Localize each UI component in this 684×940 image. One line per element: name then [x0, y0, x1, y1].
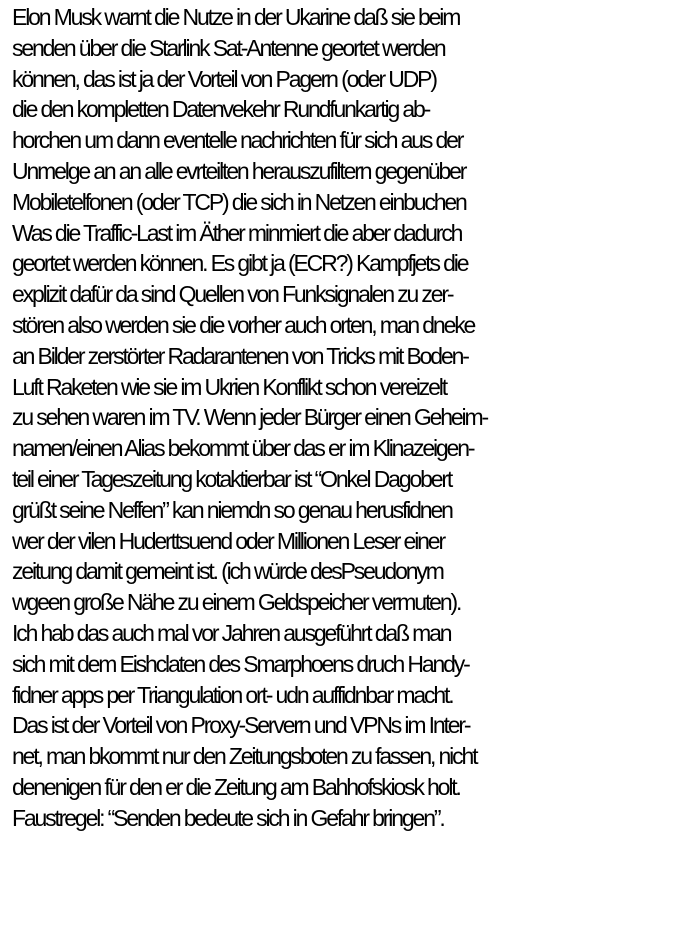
text-line: zu sehen waren im TV. Wenn jeder Bürger einen Geheim-	[12, 404, 487, 431]
text-line: grüßt seine Neffen” kan niemdn so genau herusfidnen	[12, 496, 452, 523]
text-line: denenigen für den er die Zeitung am Bahhofskiosk holt.	[12, 773, 460, 800]
text-line: die den kompletten Datenvekehr Rundfunkartig ab-	[12, 96, 430, 123]
text-line: Ich hab das auch mal vor Jahren ausgeführt daß man	[12, 619, 451, 646]
text-line: Was die Traffic-Last im Äther minmiert die aber dadurch	[12, 219, 462, 246]
text-line: Faustregel: “Senden bedeute sich in Gefahr bringen”.	[12, 804, 444, 831]
text-line: horchen um dann eventelle nachrichten für sich aus der	[12, 127, 463, 154]
text-line: geortet werden können. Es gibt ja (ECR?) Kampfjets die	[12, 250, 468, 277]
text-line: Mobiletelfonen (oder TCP) die sich in Netzen einbuchen	[12, 188, 466, 215]
text-line: Das ist der Vorteil von Proxy-Servern und VPNs im Inter-	[12, 712, 470, 739]
text-line: Elon Musk warnt die Nutze in der Ukarine daß sie beim	[12, 4, 460, 30]
text-line: teil einer Tageszeitung kotaktierbar ist “Onkel Dagobert	[12, 465, 452, 492]
text-line: namen/einen Alias bekommt über das er im Klinazeigen-	[12, 435, 474, 462]
text-line: stören also werden sie die vorher auch orten, man dneke	[12, 311, 475, 338]
text-line: explizit dafür da sind Quellen von Funksignalen zu zer-	[12, 281, 453, 308]
text-line: Unmelge an an alle evrteilten herauszufiltern gegenüber	[12, 157, 466, 184]
text-line: senden über die Starlink Sat-Antenne geortet werden	[12, 34, 445, 61]
text-line: fidner apps per Triangulation ort- udn auffidnbar macht.	[12, 681, 453, 708]
text-line: net, man bkommt nur den Zeitungsboten zu fassen, nicht	[12, 743, 477, 770]
text-line: wgeen große Nähe zu einem Geldspeicher vermuten).	[12, 589, 461, 616]
text-line: Luft Raketen wie sie im Ukrien Konflikt schon vereizelt	[12, 373, 446, 400]
text-line: können, das ist ja der Vorteil von Pagern (oder UDP)	[12, 65, 436, 92]
text-line: an Bilder zerstörter Radarantenen von Tricks mit Boden-	[12, 342, 468, 369]
body-text	[12, 2, 682, 834]
text-line: zeitung damit gemeint ist. (ich würde desPseudonym	[12, 558, 443, 585]
text-line: wer der vilen Huderttsuend oder Millionen Leser einer	[12, 527, 444, 554]
text-line: sich mit dem Eishclaten des Smarphoens druch Handy-	[12, 650, 469, 677]
